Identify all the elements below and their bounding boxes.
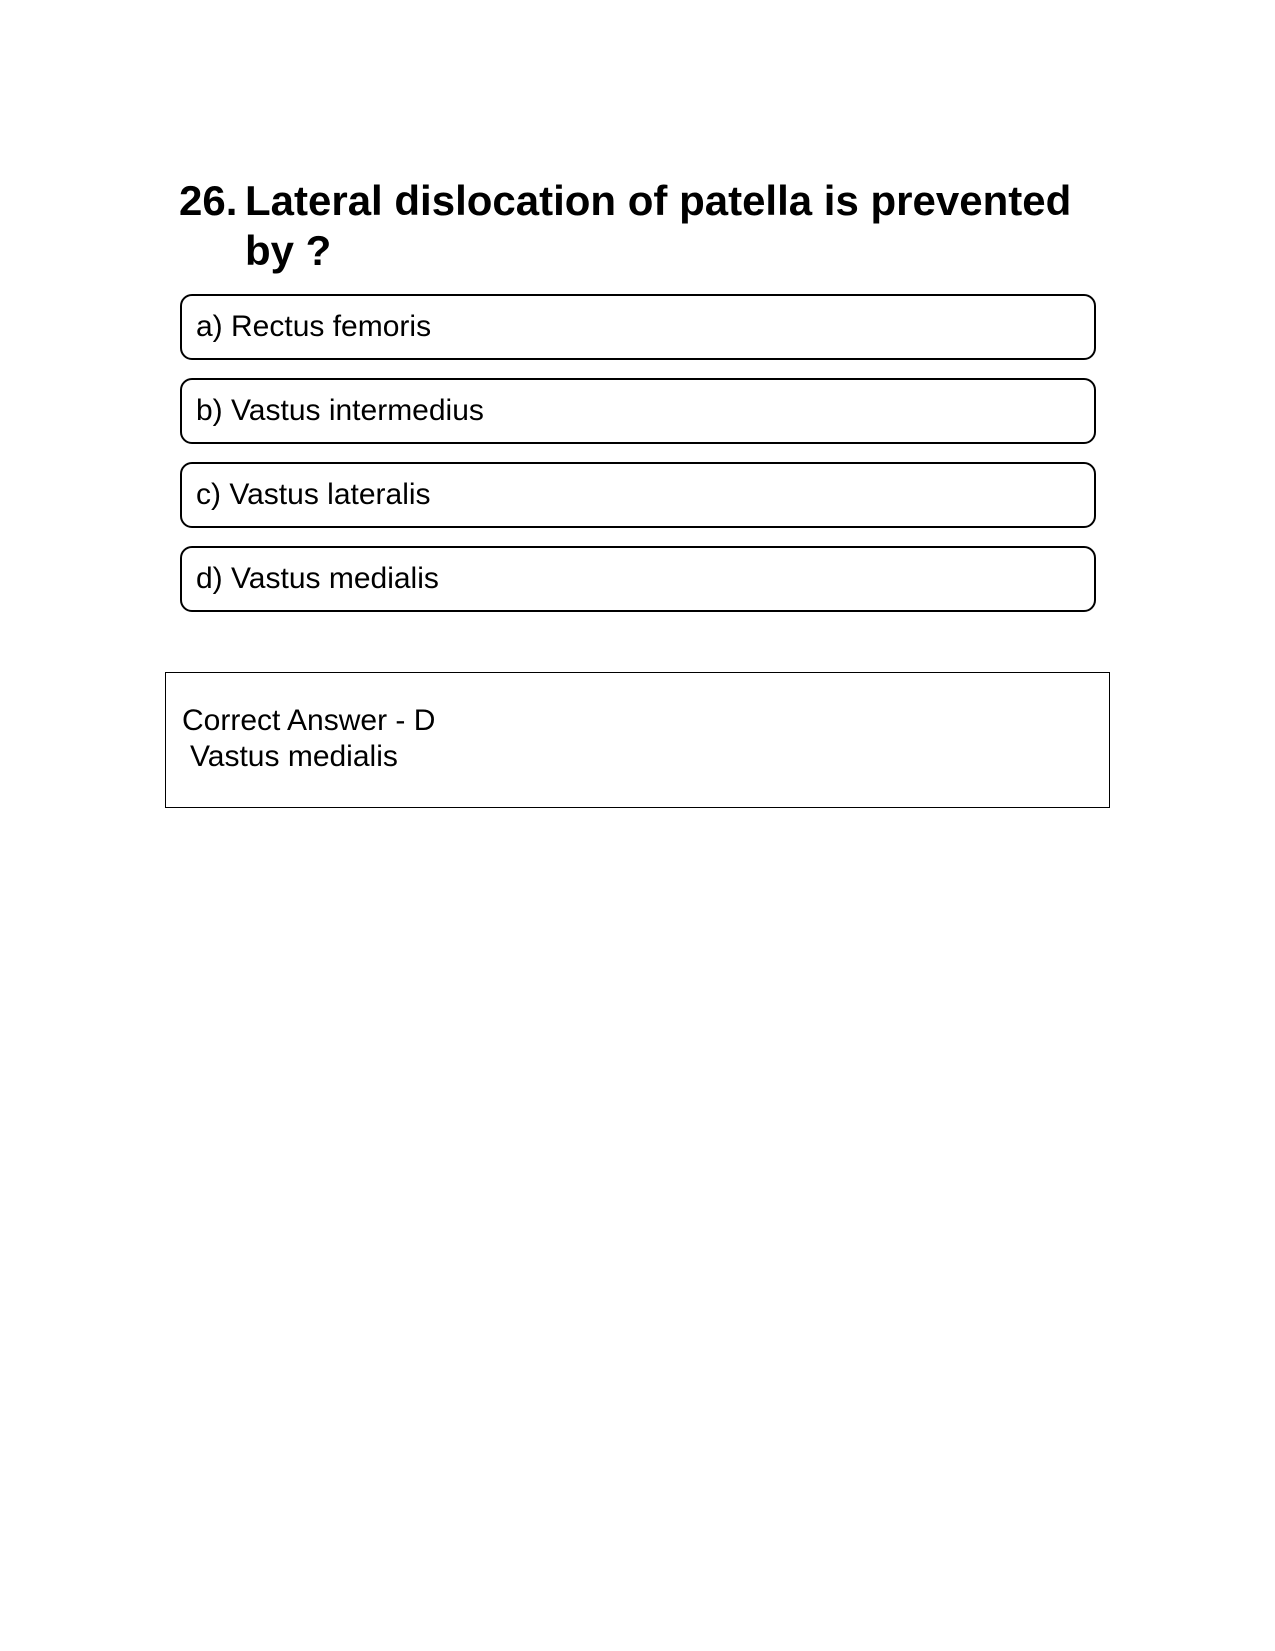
option-d-label: d) Vastus medialis [196,562,439,595]
option-c-label: c) Vastus lateralis [196,478,431,511]
question-text: Lateral dislocation of patella is prevented by ? [245,177,1072,274]
option-b[interactable] [180,378,1096,444]
option-c[interactable] [180,462,1096,528]
option-d[interactable] [180,546,1096,612]
option-a[interactable] [180,294,1096,360]
correct-answer-text: Correct Answer - D [182,704,436,737]
question-number: 26. [179,177,238,224]
question-heading [179,176,1089,276]
option-a-label: a) Rectus femoris [196,310,432,343]
answer-box [165,672,1110,808]
correct-answer-name: Vastus medialis [190,740,398,773]
option-b-label: b) Vastus intermedius [196,394,484,427]
